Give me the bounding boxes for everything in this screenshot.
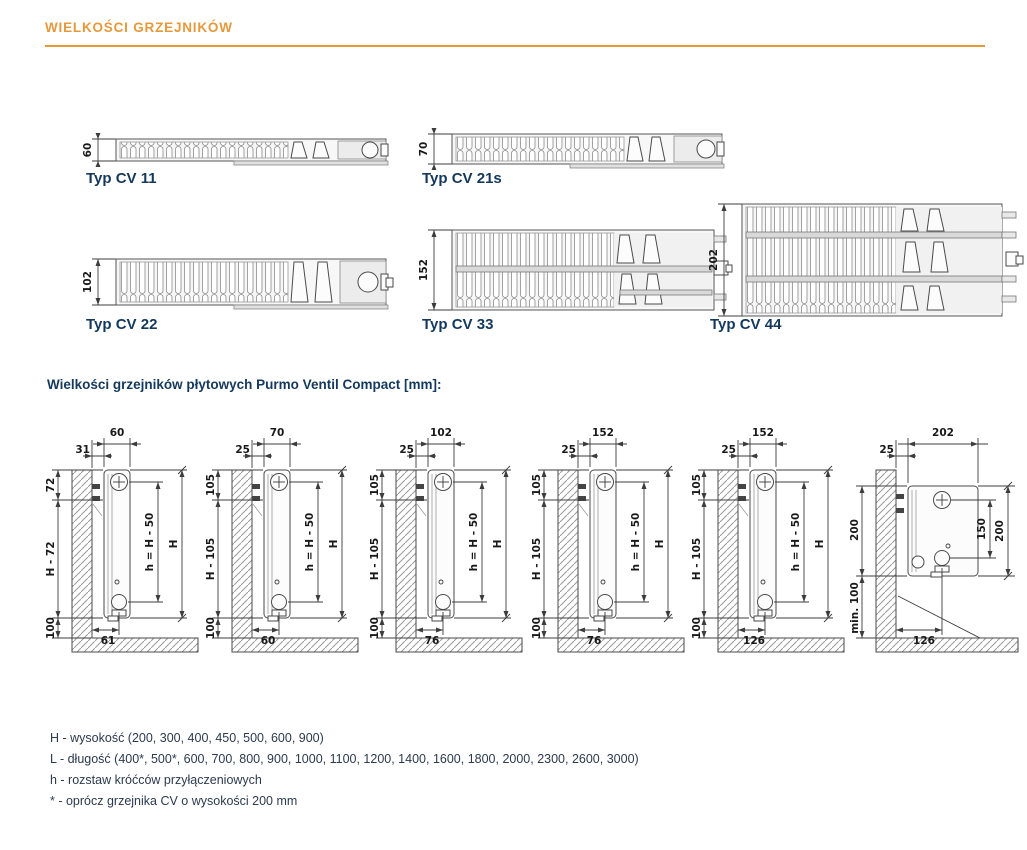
dimension-pipe-spacing <box>452 482 487 602</box>
dim-wall-gap: 25 <box>721 444 736 456</box>
dim-top-width: 152 <box>592 427 614 439</box>
dimension-top-width <box>93 427 141 467</box>
dim-height: H <box>168 539 180 549</box>
dimension-top-width <box>579 427 627 467</box>
valve-stub <box>386 278 393 287</box>
dim-wall-gap: 25 <box>235 444 250 456</box>
dim-pipe-spacing: h = H - 50 <box>468 512 480 572</box>
legend-line-footnote: * - oprócz grzejnika CV o wysokości 200 mm <box>50 794 298 808</box>
dim-pipe-spacing: h = H - 50 <box>304 512 316 572</box>
dimension-connection <box>896 568 942 647</box>
depth-dimension <box>708 204 744 316</box>
label-typ-cv33: Typ CV 33 <box>422 316 494 333</box>
dim-top-width: 152 <box>752 427 774 439</box>
dim-depth: 202 <box>708 249 720 271</box>
legend <box>50 731 639 815</box>
side-view-diagram-2 <box>206 424 364 666</box>
valve-insert-icon <box>358 272 378 292</box>
dim-depth: 102 <box>82 271 94 293</box>
wall-bracket-icon <box>896 494 904 513</box>
dimension-top-width <box>739 427 787 467</box>
vent-plug-icon <box>934 492 951 509</box>
label-typ-cv22: Typ CV 22 <box>86 316 158 333</box>
dim-connection: 61 <box>100 635 116 647</box>
dim-wall-gap: 31 <box>75 444 90 456</box>
dim-middle: H - 105 <box>205 537 217 581</box>
dim-floor-clearance: 100 <box>45 617 57 639</box>
valve-insert-icon <box>697 140 715 158</box>
wall-and-floor-section <box>558 470 684 652</box>
dim-top-offset: 72 <box>45 477 57 493</box>
vent-plug-icon <box>435 474 452 491</box>
dim-connection: 126 <box>913 635 935 647</box>
label-typ-cv11: Typ CV 11 <box>86 170 157 187</box>
legend-line-pipe-spacing: h - rozstaw króćców przyłączeniowych <box>50 773 262 787</box>
wall-and-floor-section <box>72 470 198 652</box>
radiator-top-view-cv33 <box>420 224 732 316</box>
radiator-top-view-cv22 <box>84 254 396 312</box>
legend-line-length: L - długość (400*, 500*, 600, 700, 800, 900, 1000, 1100, 1200, 1400, 1600, 1800, 2000, 2300, 2600, 3000) <box>50 752 639 766</box>
radiator-body <box>742 204 1023 316</box>
wall-and-floor-section <box>232 470 358 652</box>
dim-top-offset: 105 <box>531 474 543 496</box>
dim-connection: 60 <box>260 635 276 647</box>
dimension-pipe-spacing <box>774 482 809 602</box>
corner-view-diagram <box>850 424 1025 666</box>
label-typ-cv21s: Typ CV 21s <box>422 170 502 187</box>
dim-floor-clearance: 100 <box>531 617 543 639</box>
dim-pipe-spacing: 150 <box>976 518 988 540</box>
dimension-pipe-spacing <box>128 482 163 602</box>
dim-top-offset: 105 <box>691 474 703 496</box>
page-title: WIELKOŚCI GRZEJNIKÓW <box>45 20 233 35</box>
dim-wall-gap: 25 <box>561 444 576 456</box>
dim-top-width: 70 <box>269 427 285 439</box>
dimension-top-width <box>253 427 301 467</box>
dim-connection: 76 <box>586 635 602 647</box>
depth-dimension <box>418 128 454 170</box>
dimension-pipe-spacing <box>288 482 323 602</box>
side-view-diagram-1 <box>46 424 204 666</box>
dim-height: H <box>492 539 504 549</box>
dim-pipe-spacing: h = H - 50 <box>790 512 802 572</box>
dim-middle: H - 105 <box>531 537 543 581</box>
pedestal-cut-line <box>898 596 980 638</box>
dim-height: H <box>328 539 340 549</box>
dim-wall-gap: 25 <box>399 444 414 456</box>
vent-plug-icon <box>271 474 288 491</box>
dim-middle: H - 105 <box>691 537 703 581</box>
radiator-body <box>452 134 724 168</box>
dim-floor-clearance: 100 <box>369 617 381 639</box>
dim-depth: 70 <box>418 141 430 157</box>
depth-dimension <box>82 133 118 167</box>
dim-top-width: 60 <box>109 427 125 439</box>
label-typ-cv44: Typ CV 44 <box>710 316 782 333</box>
dim-depth: 152 <box>418 259 430 281</box>
vent-plug-icon <box>111 474 128 491</box>
radiator-body <box>452 230 732 310</box>
vent-plug-icon <box>597 474 614 491</box>
dim-pipe-spacing: h = H - 50 <box>630 512 642 572</box>
depth-dimension <box>418 230 454 310</box>
side-view-diagram-4 <box>532 424 690 666</box>
depth-dimension <box>82 259 118 305</box>
dim-connection: 76 <box>424 635 440 647</box>
title-rule <box>45 45 985 47</box>
dim-height-left: 200 <box>849 519 861 541</box>
dim-height: H <box>654 539 666 549</box>
dim-floor-clearance: 100 <box>691 617 703 639</box>
dim-middle: H - 105 <box>369 537 381 581</box>
dim-top-offset: 105 <box>369 474 381 496</box>
section-subtitle: Wielkości grzejników płytowych Purmo Ventil Compact [mm]: <box>47 377 442 392</box>
dimension-top-width <box>417 427 465 467</box>
wall-and-floor-section <box>396 470 522 652</box>
legend-line-height: H - wysokość (200, 300, 400, 450, 500, 600, 900) <box>50 731 324 745</box>
dim-top-width: 202 <box>932 427 954 439</box>
side-view-diagram-3 <box>370 424 528 666</box>
dim-height: H <box>814 539 826 549</box>
wall-and-floor-section <box>718 470 844 652</box>
dimension-pipe-spacing <box>614 482 649 602</box>
radiator-body <box>116 259 393 309</box>
dim-wall-gap: 25 <box>879 444 894 456</box>
vent-plug-icon <box>757 474 774 491</box>
dim-top-width: 102 <box>430 427 452 439</box>
radiator-top-view-cv44 <box>710 198 1024 322</box>
side-view-diagram-5 <box>692 424 850 666</box>
dim-floor-clearance: 100 <box>205 617 217 639</box>
dim-floor-clearance: min. 100 <box>849 582 861 634</box>
radiator-body <box>116 139 388 165</box>
dim-middle: H - 72 <box>45 541 57 577</box>
dim-connection: 126 <box>743 635 765 647</box>
dim-pipe-spacing: h = H - 50 <box>144 512 156 572</box>
dim-top-offset: 105 <box>205 474 217 496</box>
valve-insert-icon <box>362 142 378 158</box>
dim-depth: 60 <box>82 142 94 158</box>
dim-height-right: 200 <box>994 520 1006 542</box>
